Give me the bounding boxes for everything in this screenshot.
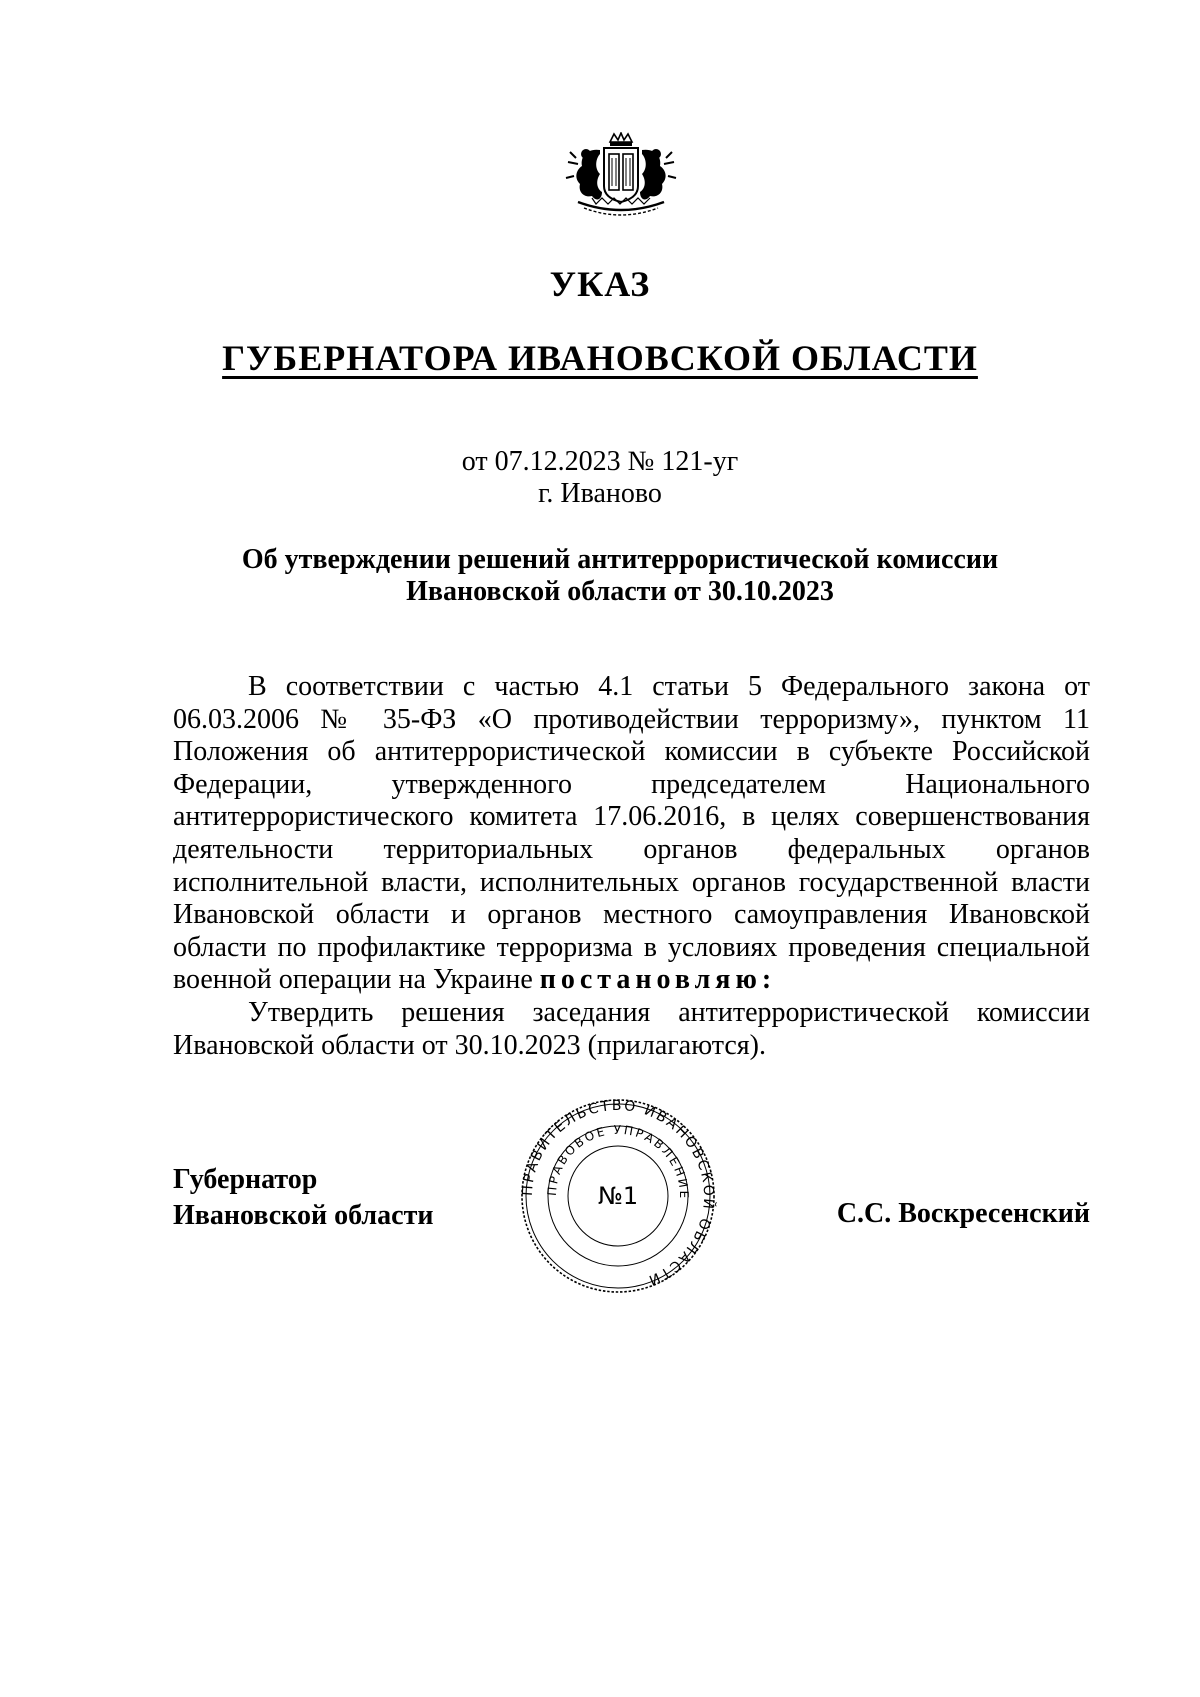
body-paragraph-1 (173, 671, 1090, 997)
document-city: г. Иваново (538, 478, 662, 509)
stamp-outer-text-path: ПРАВИТЕЛЬСТВО ИВАНОВСКОЙ ОБЛАСТИ (519, 1097, 717, 1289)
decree-word: постановляю (539, 964, 762, 996)
body-paragraph-1-text: В соответствии с частью 4.1 статьи 5 Федерального закона от 06.03.2006 № 35-ФЗ «О противодействии терроризму», пунктом 11 Положения об антитеррористической комиссии в субъекте Российской Федерации, утвержденного председателем Национального антитеррористического комитета 17.06.2016, в целях совершенствования деятельности территориальных органов федеральных органов исполнительной власти, исполнительных органов государственной власти Ивановской области и органов местного самоуправления Ивановской области по профилактике терроризма в условиях проведения специальной военной операции на Украине (173, 671, 1090, 996)
signatory-name: С.С. Воскресенский (836, 1198, 1090, 1229)
stamp-inner-text-path: ПРАВОВОЕ УПРАВЛЕНИЕ (544, 1122, 692, 1201)
signatory-position-line-1: Губернатор (173, 1164, 318, 1195)
signatory-position-line-2: Ивановской области (173, 1200, 434, 1231)
decree-colon: : (761, 964, 772, 996)
document-subject (160, 544, 1080, 608)
coat-of-arms-icon (562, 132, 680, 220)
subject-line-2: Ивановской области от 30.10.2023 (406, 576, 834, 607)
document-body (173, 671, 1090, 1062)
stamp-number: №1 (597, 1182, 639, 1210)
signatory-position (173, 1162, 433, 1234)
body-paragraph-2: Утвердить решения заседания антитеррористической комиссии Ивановской области от 30.10.2023 (прилагаются). (173, 996, 1090, 1061)
subject-line-1: Об утверждении решений антитеррористической комиссии (241, 544, 999, 575)
document-date-number: от 07.12.2023 № 121-уг (461, 446, 739, 477)
issuer-title-text: ГУБЕРНАТОРА ИВАНОВСКОЙ ОБЛАСТИ (222, 338, 978, 378)
document-type-title: УКАЗ (549, 264, 651, 304)
official-stamp (518, 1096, 718, 1296)
issuer-title (0, 338, 1200, 378)
